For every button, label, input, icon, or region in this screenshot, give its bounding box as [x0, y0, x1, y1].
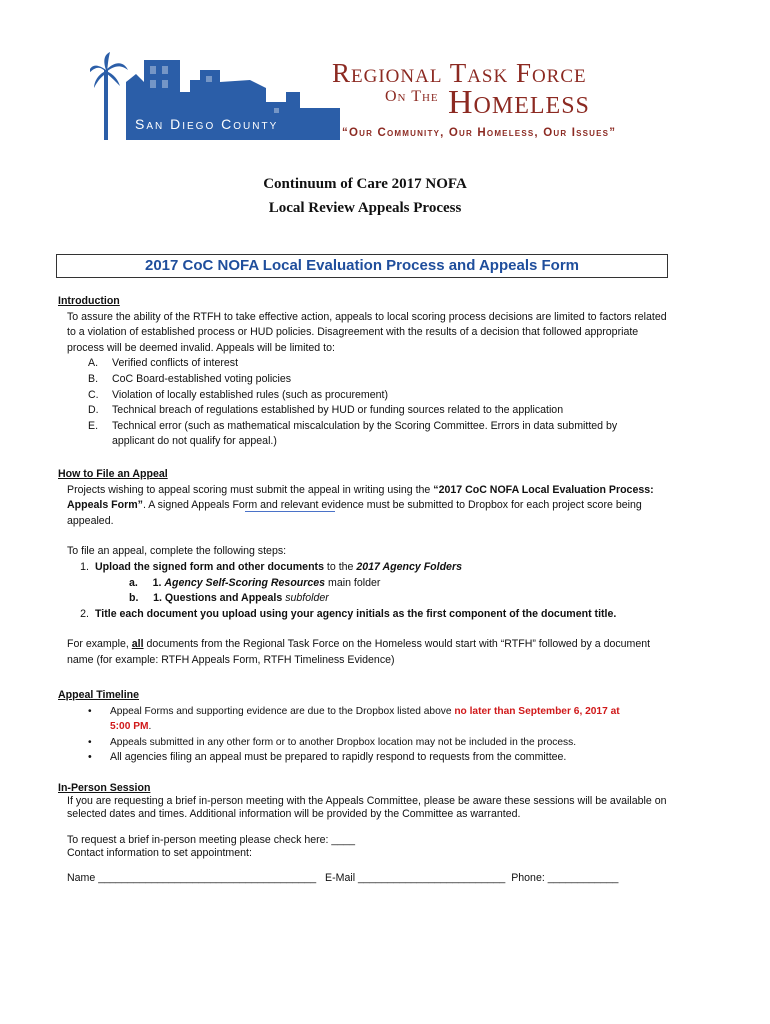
timeline-section [58, 688, 668, 766]
list-item: • Appeal Forms and supporting evidence are due to the Dropbox listed above no later than September 6, 2017 at 5:00 PM. [88, 705, 620, 733]
appeal-criteria-list [58, 356, 668, 450]
phone-field[interactable]: Phone: ____________ [511, 872, 619, 884]
how-to-section [58, 467, 668, 669]
org-name-line2: Homeless [448, 84, 590, 121]
list-item: E. Technical error (such as mathematical miscalculation by the Scoring Committee. Errors in data submitted by applicant do not qualify for appeal.) [88, 419, 618, 448]
in-person-text: If you are requesting a brief in-person meeting with the Appeals Committee, please be aware these sessions will be available on selected dates and times. Additional information will be provided by the Committee as warranted. [67, 795, 667, 820]
step-2: 2. Title each document you upload using your agency initials as the first component of the document title. [80, 607, 617, 620]
doc-title-line2: Local Review Appeals Process [268, 200, 462, 216]
how-to-text: Projects wishing to appeal scoring must submit the appeal in writing using the “2017 CoC NOFA Local Evaluation Process: Appeals Form”. A signed Appeals Form and relevant evidence must be submitted to Dropbox for each project score being appealed. [67, 483, 654, 527]
palm-tree-icon [90, 52, 128, 140]
in-person-check[interactable]: To request a brief in-person meeting please check here: ____ [67, 834, 355, 846]
list-item: C. Violation of locally established rules (such as procurement) [88, 388, 388, 401]
org-tagline: “Our Community, Our Homeless, Our Issues” [342, 127, 617, 139]
form-title-box: 2017 CoC NOFA Local Evaluation Process and Appeals Form [56, 254, 668, 278]
step-1b: b. 1. Questions and Appeals subfolder [129, 592, 329, 605]
step-1: 1. Upload the signed form and other documents to the 2017 Agency Folders [80, 560, 462, 573]
how-to-heading: How to File an Appeal [58, 468, 168, 480]
intro-section [58, 294, 668, 450]
example-text: For example, all documents from the Regional Task Force on the Homeless would start with “RTFH” followed by a document name (for example: RTFH Appeals Form, RTFH Timeliness Evidence) [67, 638, 651, 666]
list-item: A. Verified conflicts of interest [88, 357, 239, 370]
email-field[interactable]: E-Mail _________________________ [325, 872, 506, 884]
list-item: B. CoC Board-established voting policies [88, 372, 292, 385]
org-name-line1: Regional Task Force [332, 58, 587, 88]
contact-fields [58, 872, 668, 885]
in-person-section [58, 782, 668, 885]
timeline-heading: Appeal Timeline [58, 689, 140, 701]
list-item: • Appeals submitted in any other form or to another Dropbox location may not be included in the process. [88, 736, 577, 748]
org-name-on-the: On The [385, 88, 439, 105]
rtfh-logo [90, 52, 340, 142]
county-label: San Diego County [135, 116, 279, 132]
contact-info-label: Contact information to set appointment: [67, 847, 252, 859]
steps-list [58, 560, 668, 622]
in-person-heading: In-Person Session [58, 782, 151, 794]
list-item: D. Technical breach of regulations established by HUD or funding sources related to the application [88, 404, 564, 417]
intro-heading: Introduction [58, 295, 120, 307]
name-field[interactable]: Name _____________________________________ [67, 872, 317, 884]
timeline-list [58, 704, 668, 766]
doc-title-line1: Continuum of Care 2017 NOFA [263, 176, 467, 192]
intro-text: To assure the ability of the RTFH to take effective action, appeals to local scoring process decisions are limited to factors related to a violation of established process or HUD policies. Disagreement with the results of a decision that followed appropriate process will be deemed invalid. Appeals will be limited to: [67, 310, 667, 354]
step-1a: a. 1. Agency Self-Scoring Resources main folder [129, 576, 381, 589]
list-item: • All agencies filing an appeal must be prepared to rapidly respond to requests from the committee. [88, 751, 567, 764]
steps-intro: To file an appeal, complete the following steps: [67, 545, 287, 558]
